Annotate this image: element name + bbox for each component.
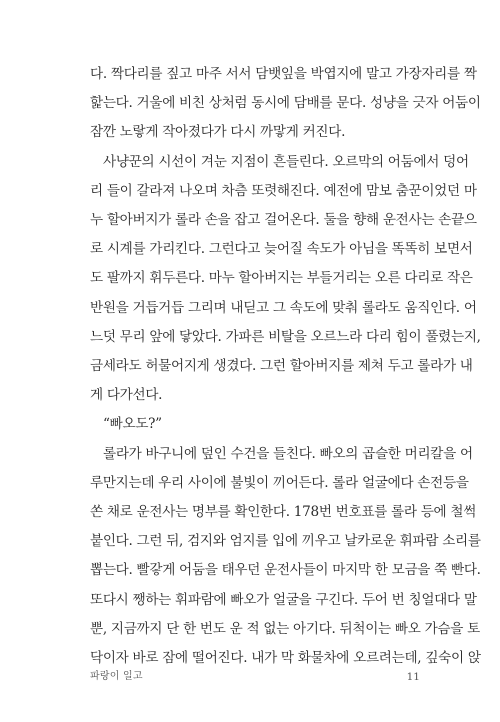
body-text-line: 금세라도 허물어지게 생겼다. 그런 할아버지를 제쳐 두고 롤라가 내 (90, 358, 473, 374)
body-text-line: 뿐, 지금까지 단 한 번도 운 적 없는 아기다. 뒤척이는 빠오 가슴을 토 (90, 620, 480, 637)
body-text-line: 뽑는다. 빨갛게 어둠을 태우던 운전사들이 마지막 한 모금을 쭉 빤다. (90, 562, 481, 579)
body-text-line: 리 들이 갈라져 나오며 차츰 또렷해진다. 예전에 맘보 춤꾼이었던 마 (90, 182, 477, 199)
body-text-line: 반원을 거듭거듭 그리며 내딛고 그 속도에 맞춰 롤라도 움직인다. 어 (90, 299, 477, 316)
page-number: 11 (406, 671, 420, 683)
body-text-line: 붙인다. 그런 뒤, 검지와 엄지를 입에 끼우고 날카로운 휘파람 소리를 (90, 533, 481, 550)
body-text-line: 느덧 무리 앞에 닿았다. 가파른 비탈을 오르느라 다리 힘이 풀렸는지, (90, 328, 481, 345)
running-footer-title: 파랑이 일고 (90, 671, 143, 682)
body-text-line: 핥는다. 거울에 비친 상처럼 동시에 담배를 문다. 성냥을 긋자 어둠이 (90, 95, 481, 112)
body-text-line: 게 다가선다. (90, 387, 163, 404)
body-text-line: 사냥꾼의 시선이 겨눈 지점이 흔들린다. 오르막의 어둠에서 덩어 (103, 153, 469, 170)
dialogue-line: “빠오도?” (103, 416, 162, 433)
body-text-line: 닥이자 바로 잠에 떨어진다. 내가 막 화물차에 오르려는데, 깊숙이 앉 (90, 650, 481, 666)
body-text-line: 누 할아버지가 롤라 손을 잡고 걸어온다. 둘을 향해 운전사는 손끝으 (90, 212, 477, 228)
body-text-line: 로 시계를 가리킨다. 그런다고 늦어질 속도가 아님을 똑똑히 보면서 (90, 241, 473, 258)
body-text-line: 루만지는데 우리 사이에 불빛이 끼어든다. 롤라 얼굴에다 손전등을 (90, 474, 469, 491)
body-text-line: 잠깐 노랗게 작아졌다가 다시 까맣게 커진다. (90, 124, 346, 141)
body-text-line: 쏜 채로 운전사는 명부를 확인한다. 178번 번호표를 롤라 등에 철썩 (90, 504, 477, 520)
body-text-line: 롤라가 바구니에 덮인 수건을 들친다. 빠오의 곱슬한 머리칼을 어 (103, 445, 473, 462)
body-text-line: 다. 짝다리를 짚고 마주 서서 담뱃잎을 박엽지에 말고 가장자리를 짝 (90, 66, 477, 82)
body-text-line: 또다시 쨍하는 휘파람에 빠오가 얼굴을 구긴다. 두어 번 칭얼대다 말 (90, 591, 477, 608)
body-text-line: 도 팔까지 휘두른다. 마누 할아버지는 부들거리는 오른 다리로 작은 (90, 270, 473, 287)
